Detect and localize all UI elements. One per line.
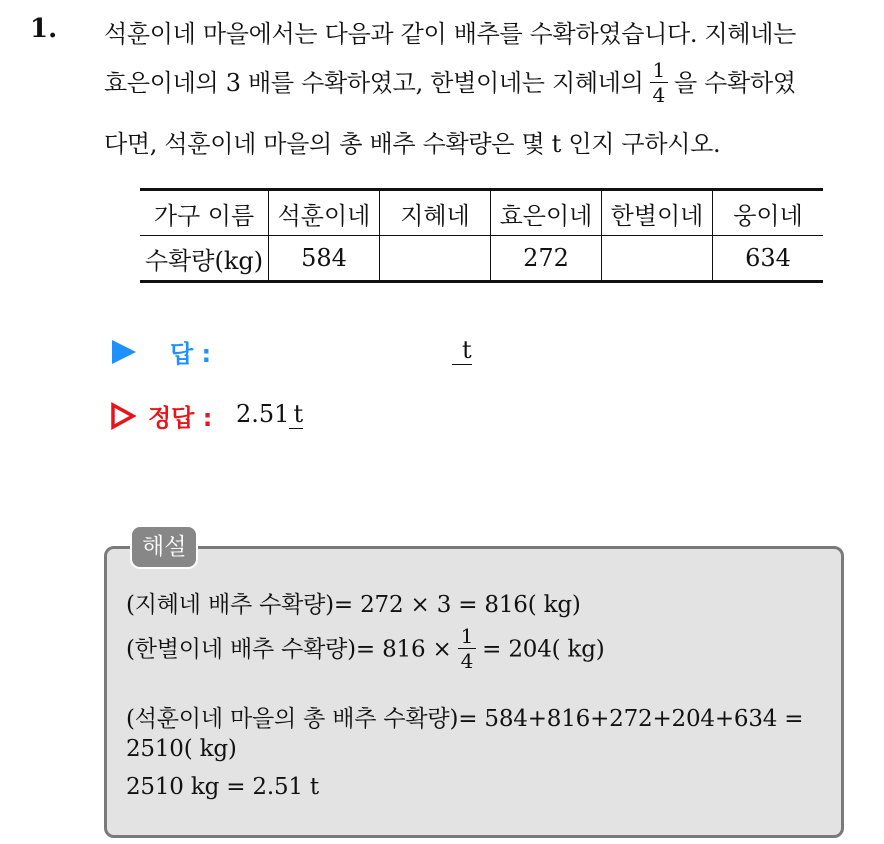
- table-row: [140, 236, 823, 282]
- play-arrow-icon: [112, 340, 136, 364]
- triangle-outline-icon: [110, 402, 136, 430]
- answer-label: 답 :: [170, 340, 212, 368]
- answer-input[interactable]: t: [452, 336, 472, 365]
- solution-line-2-text: (한별이네 배추 수확량)= 816 ×: [126, 636, 452, 663]
- solution-fraction: [458, 626, 477, 671]
- solution-line-2-tail: = 204( kg): [482, 636, 605, 663]
- answer-row: [110, 334, 530, 370]
- correct-answer-number: 2.51: [236, 400, 290, 428]
- solution-line-4: 2510( kg): [126, 736, 237, 762]
- table-header-cell: 지혜네: [380, 190, 491, 236]
- solution-tag: 해설: [130, 525, 198, 569]
- solution-line-2: [126, 624, 605, 673]
- solution-line-3: (석훈이네 마을의 총 배추 수확량)= 584+816+272+204+634 =: [126, 706, 804, 732]
- fraction-numerator: 1: [458, 626, 477, 649]
- correct-answer-unit: t: [289, 400, 303, 429]
- table-cell: [602, 236, 713, 282]
- table-header-cell: 웅이네: [713, 190, 824, 236]
- solution-line-5: 2510 kg = 2.51 t: [126, 774, 319, 800]
- correct-answer-row: [110, 398, 530, 434]
- table-header-cell: 석훈이네: [269, 190, 380, 236]
- question-number: 1.: [30, 14, 58, 44]
- question-line-2: [104, 58, 796, 107]
- correct-answer-label: 정답 :: [148, 404, 213, 432]
- solution-line-1: (지혜네 배추 수확량)= 272 × 3 = 816( kg): [126, 592, 581, 618]
- table-header-row: [140, 190, 823, 236]
- fraction-denominator: 4: [460, 649, 474, 673]
- correct-answer-value: [236, 400, 303, 428]
- table-header-cell: 효은이네: [491, 190, 602, 236]
- table-header-cell: 한별이네: [602, 190, 713, 236]
- fraction-denominator: 4: [652, 83, 665, 107]
- table-cell: [380, 236, 491, 282]
- table-cell: 634: [713, 236, 824, 282]
- fraction-numerator: 1: [650, 60, 668, 83]
- fraction-one-quarter: [650, 60, 668, 105]
- table-cell: 272: [491, 236, 602, 282]
- table-header-cell: 가구 이름: [140, 190, 269, 236]
- table-row-label: 수확량(kg): [140, 236, 269, 282]
- question-line-1: 석훈이네 마을에서는 다음과 같이 배추를 수확하였습니다. 지혜네는: [104, 20, 797, 48]
- question-line-3: 다면, 석훈이네 마을의 총 배추 수확량은 몇 t 인지 구하시오.: [104, 130, 721, 158]
- harvest-table: [140, 188, 823, 283]
- table-cell: 584: [269, 236, 380, 282]
- question-line-2-tail: 을 수확하였: [673, 69, 796, 97]
- question-line-2-text: 효은이네의 3 배를 수확하였고, 한별이네는 지혜네의: [104, 69, 644, 97]
